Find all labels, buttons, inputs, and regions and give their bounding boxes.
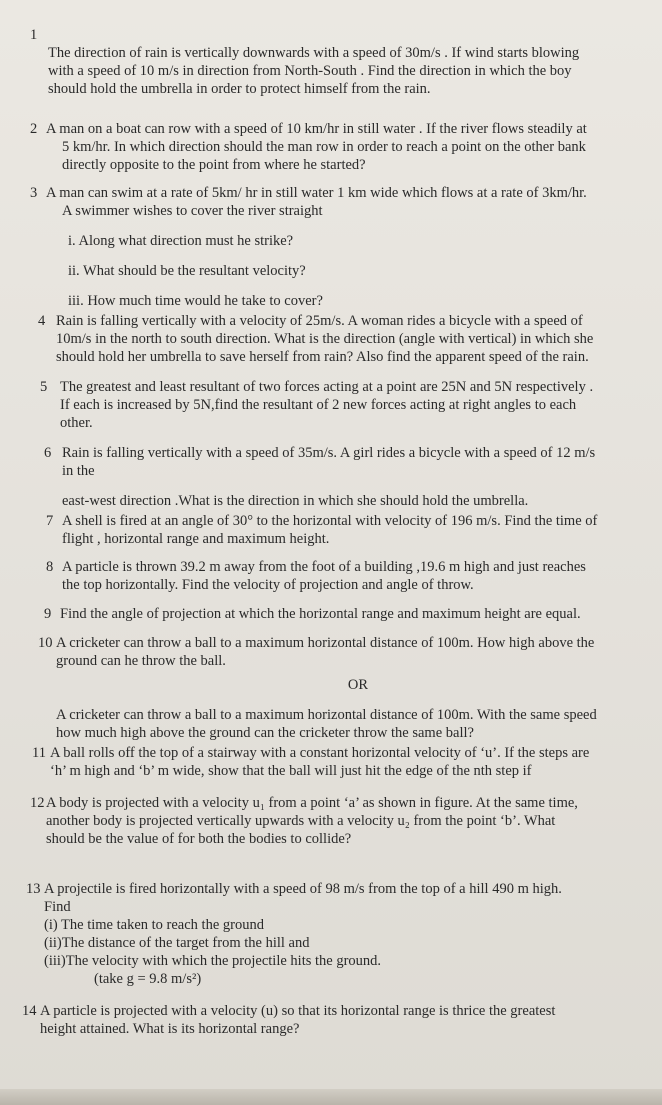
question-number: 1 bbox=[30, 27, 38, 43]
question-text: A projectile is fired horizontally with a speed of 98 m/s from the top of a hill 490 m high. bbox=[44, 881, 562, 897]
question-text: how much high above the ground can the cricketer throw the same ball? bbox=[56, 725, 474, 741]
sub-question: ii. What should be the resultant velocity? bbox=[68, 263, 306, 279]
question-text: 5 km/hr. In which direction should the man row in order to reach a point on the other bank bbox=[62, 139, 586, 155]
question-12 bbox=[30, 794, 644, 848]
question-1 bbox=[30, 26, 630, 98]
question-text: ‘h’ m high and ‘b’ m wide, show that the ball will just hit the edge of the nth step if bbox=[50, 763, 532, 779]
question-number: 7 bbox=[46, 513, 54, 529]
gravity-note: (take g = 9.8 m/s²) bbox=[94, 971, 202, 987]
question-text: A man can swim at a rate of 5km/ hr in still water 1 km wide which flows at a rate of 3km/hr. bbox=[46, 185, 587, 201]
question-text: ground can he throw the ball. bbox=[56, 653, 226, 669]
question-number: 10 bbox=[38, 635, 53, 651]
question-8 bbox=[46, 558, 640, 594]
question-text: Find bbox=[44, 899, 71, 915]
question-14 bbox=[22, 1002, 640, 1038]
sub-question: i. Along what direction must he strike? bbox=[68, 233, 294, 249]
question-number: 12 bbox=[30, 795, 45, 811]
question-9 bbox=[44, 605, 640, 623]
paper-bottom-edge bbox=[0, 1089, 662, 1105]
question-text: A cricketer can throw a ball to a maximum horizontal distance of 100m. How high above the bbox=[56, 635, 595, 651]
question-text: The direction of rain is vertically downwards with a speed of 30m/s . If wind starts blowing bbox=[48, 45, 580, 61]
question-10 bbox=[38, 634, 640, 742]
question-text: Find the angle of projection at which the horizontal range and maximum height are equal. bbox=[60, 606, 581, 622]
question-text: (ii)The distance of the target from the hill and bbox=[44, 935, 310, 951]
question-2 bbox=[30, 120, 640, 174]
question-number: 13 bbox=[26, 881, 41, 897]
question-text: A swimmer wishes to cover the river straight bbox=[62, 203, 323, 219]
question-13 bbox=[26, 880, 640, 988]
question-text: should be the value of for both the bodies to collide? bbox=[46, 831, 352, 847]
question-text: Rain is falling vertically with a velocity of 25m/s. A woman rides a bicycle with a speed of bbox=[56, 313, 583, 329]
question-text: with a speed of 10 m/s in direction from North-South . Find the direction in which the boy bbox=[48, 63, 572, 79]
question-number: 2 bbox=[30, 121, 38, 137]
question-text: 10m/s in the north to south direction. What is the direction (angle with vertical) in which she bbox=[56, 331, 594, 347]
question-number: 5 bbox=[40, 379, 48, 395]
question-text: A particle is projected with a velocity (u) so that its horizontal range is thrice the greatest bbox=[40, 1003, 556, 1019]
question-5 bbox=[40, 378, 640, 432]
sub-question: iii. How much time would he take to cover? bbox=[68, 293, 323, 309]
question-text: east-west direction .What is the direction in which she should hold the umbrella. bbox=[62, 493, 529, 509]
question-7 bbox=[46, 512, 640, 548]
question-number: 6 bbox=[44, 445, 52, 461]
question-6 bbox=[44, 444, 640, 510]
question-text: should hold the umbrella in order to protect himself from the rain. bbox=[48, 81, 431, 97]
question-number: 14 bbox=[22, 1003, 37, 1019]
question-text: should hold her umbrella to save herself from rain? Also find the apparent speed of the rain. bbox=[56, 349, 589, 365]
question-number: 9 bbox=[44, 606, 52, 622]
question-text: (iii)The velocity with which the projectile hits the ground. bbox=[44, 953, 382, 969]
question-text: (i) The time taken to reach the ground bbox=[44, 917, 264, 933]
question-text: another body is projected vertically upwards with a velocity u₂ from the point ‘b’. What bbox=[46, 813, 556, 829]
question-text: A particle is thrown 39.2 m away from the foot of a building ,19.6 m high and just reaches bbox=[62, 559, 586, 575]
question-text: A cricketer can throw a ball to a maximum horizontal distance of 100m. With the same speed bbox=[56, 707, 597, 723]
question-text: A man on a boat can row with a speed of 10 km/hr in still water . If the river flows steadily at bbox=[46, 121, 587, 137]
question-text: A ball rolls off the top of a stairway with a constant horizontal velocity of ‘u’. If the steps are bbox=[50, 745, 590, 761]
question-text: other. bbox=[60, 415, 93, 431]
question-text: height attained. What is its horizontal range? bbox=[40, 1021, 300, 1037]
or-separator: OR bbox=[347, 677, 369, 693]
question-number: 8 bbox=[46, 559, 54, 575]
question-4 bbox=[38, 312, 638, 366]
question-11 bbox=[32, 744, 644, 780]
question-text: the top horizontally. Find the velocity of projection and angle of throw. bbox=[62, 577, 474, 593]
question-number: 3 bbox=[30, 185, 38, 201]
question-number: 4 bbox=[38, 313, 46, 329]
question-text: directly opposite to the point from where he started? bbox=[62, 157, 366, 173]
question-text: flight , horizontal range and maximum height. bbox=[62, 531, 330, 547]
question-text: Rain is falling vertically with a speed of 35m/s. A girl rides a bicycle with a speed of 12 m/s bbox=[62, 445, 596, 461]
question-text: A body is projected with a velocity u₁ from a point ‘a’ as shown in figure. At the same time, bbox=[46, 795, 578, 811]
question-text: If each is increased by 5N,find the resultant of 2 new forces acting at right angles to each bbox=[60, 397, 577, 413]
question-number: 11 bbox=[32, 745, 46, 761]
question-3 bbox=[30, 184, 640, 310]
question-text: The greatest and least resultant of two forces acting at a point are 25N and 5N respectively . bbox=[60, 379, 594, 395]
question-text: in the bbox=[62, 463, 95, 479]
question-text: A shell is fired at an angle of 30° to the horizontal with velocity of 196 m/s. Find the time of bbox=[62, 513, 598, 529]
